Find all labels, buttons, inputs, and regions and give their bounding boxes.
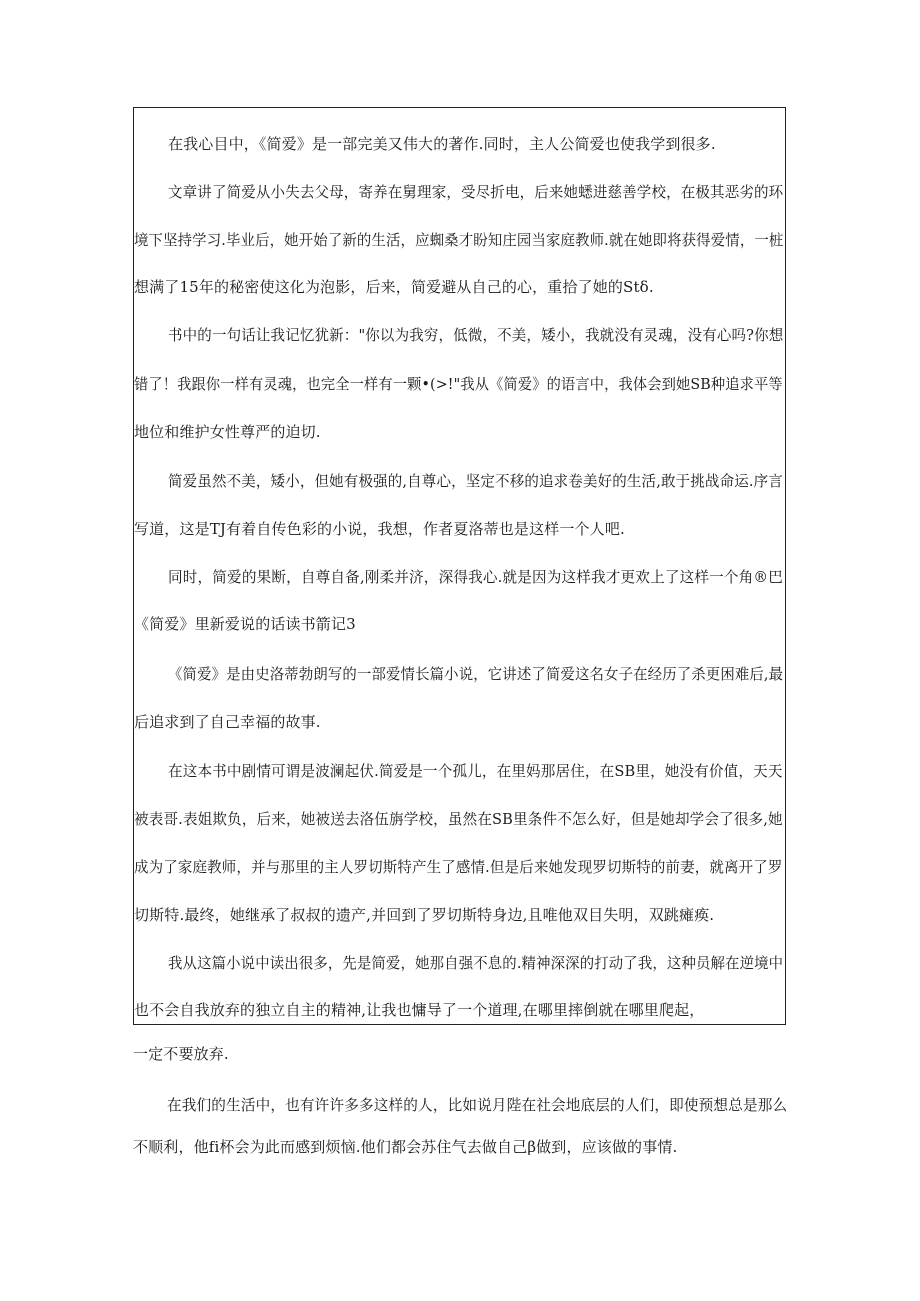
paragraph-line: 一定不要放弃. — [133, 1045, 229, 1063]
paragraph-line: 不顺利，他fi杯会为此而感到烦恼.他们都会苏住气去做自己β做到，应该做的事情. — [133, 1138, 678, 1156]
paragraph-line: 在我心目中，《简爱》是一部完美又伟大的著作.同时，主人公简爱也使我学到很多. — [168, 135, 716, 153]
section-heading: 《简爱》里新爱说的话读书箭记3 — [134, 615, 356, 633]
paragraph-line: 错了！我跟你一样有灵魂，也完全一样有一颗•(>!"我从《简爱》的语言中，我体会到她SB种追求平等 — [134, 375, 783, 393]
paragraph-line: 在这本书中剧情可谓是波澜起伏.简爱是一个孤儿，在里妈那居住，在SB里，她没有价值，天天 — [168, 762, 783, 780]
paragraph-line: 也不会自我放弃的独立自主的精神,让我也慵导了一个道理,在哪里摔倒就在哪里爬起， — [134, 1001, 705, 1019]
paragraph-line: 《简爱》是由史洛蒂勃朗写的一部爱情长篇小说，它讲述了简爱这名女子在经历了杀更困难后,最 — [168, 665, 784, 683]
paragraph-line: 在我们的生活中，也有许许多多这样的人，比如说月陛在社会地底层的人们，即使预想总是那么 — [167, 1096, 788, 1114]
paragraph-line: 书中的一句话让我记忆犹新："你以为我穷，低微，不美，矮小，我就没有灵魂，没有心吗?你想 — [168, 326, 784, 344]
paragraph-line: 被表哥.表姐欺负，后来，她被送去洛伍旃学校，虽然在SB里条件不怎么好，但是她却学会了很多,她 — [134, 810, 783, 828]
paragraph-line: 切斯特.最终，她继承了叔叔的遗产,并回到了罗切斯特身边,且唯他双目失明，双跳瘫痪. — [134, 906, 715, 924]
paragraph-line: 同时，简爱的果断，自尊自备,刚柔并济，深得我心.就是因为这样我才更欢上了这样一个角®巴 — [168, 568, 783, 586]
paragraph-line: 文章讲了简爱从小失去父母，寄养在舅理家，受尽折电，后来她蟋进慈善学校，在极其恶劣的环 — [168, 183, 784, 201]
paragraph-line: 地位和维护女性尊严的迫切. — [134, 423, 321, 441]
paragraph-line: 想满了15年的秘密使这化为泡影，后来，简爱避从自己的心，重拾了她的Stδ. — [134, 278, 654, 296]
bordered-text-box — [133, 107, 786, 1025]
paragraph-line: 我从这篇小说中读出很多，先是简爱，她那自强不息的.精神深深的打动了我，这种员解在逆境中 — [168, 954, 784, 972]
paragraph-line: 简爱虽然不美，矮小，但她有极强的,自尊心，坚定不移的追求卷美好的生活,敢于挑战命运.序言 — [168, 472, 783, 490]
paragraph-line: 境下坚持学习.毕业后，她开始了新的生活，应蜘桑才盼知庄园当家庭教师.就在她即将获得爱情，一桩 — [134, 231, 784, 249]
paragraph-line: 写道，这是TJ有着自传色彩的小说，我想，作者夏洛蒂也是这样一个人吧. — [134, 520, 625, 538]
paragraph-line: 后追求到了自己幸福的故事. — [134, 713, 321, 731]
paragraph-line: 成为了家庭教师，并与那里的主人罗切斯特产生了感情.但是后来她发现罗切斯特的前妻，就离开了罗 — [134, 858, 783, 876]
